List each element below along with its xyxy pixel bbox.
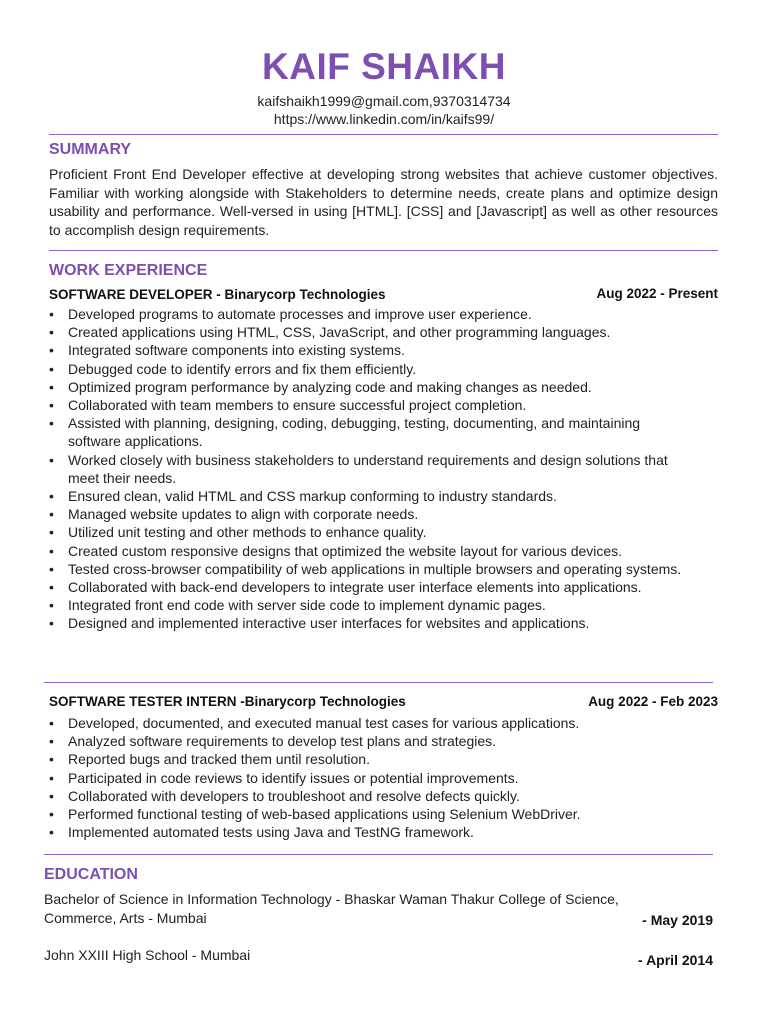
list-item: • Assisted with planning, designing, coding, debugging, testing, documenting, and maintaining software applications. <box>49 414 689 450</box>
candidate-name: KAIF SHAIKH <box>262 46 506 87</box>
list-item: • Developed programs to automate processes and improve user experience. <box>49 305 689 323</box>
list-item: • Participated in code reviews to identify issues or potential improvements. <box>49 769 689 787</box>
job-dates-tester: Aug 2022 - Feb 2023 <box>588 694 718 709</box>
list-item: • Analyzed software requirements to develop test plans and strategies. <box>49 732 689 750</box>
education-degree: Bachelor of Science in Information Technology - Bhaskar Waman Thakur College of Science, Commerce, Arts - Mumbai <box>44 891 619 926</box>
job-bullets-tester <box>49 714 689 841</box>
list-item: • Implemented automated tests using Java and TestNG framework. <box>49 823 689 841</box>
divider <box>49 134 718 135</box>
list-item: • Collaborated with developers to troubleshoot and resolve defects quickly. <box>49 787 689 805</box>
contact-email-phone: kaifshaikh1999@gmail.com,9370314734 <box>257 93 511 109</box>
work-experience-heading: WORK EXPERIENCE <box>49 262 208 279</box>
list-item: • Ensured clean, valid HTML and CSS markup conforming to industry standards. <box>49 487 689 505</box>
education-heading: EDUCATION <box>44 866 138 883</box>
list-item: • Debugged code to identify errors and fix them efficiently. <box>49 360 689 378</box>
education-school-date: - April 2014 <box>638 952 713 968</box>
linkedin-url: https://www.linkedin.com/in/kaifs99/ <box>273 111 495 127</box>
list-item: • Utilized unit testing and other methods to enhance quality. <box>49 523 689 541</box>
divider <box>44 854 713 855</box>
list-item: • Integrated front end code with server side code to implement dynamic pages. <box>49 596 689 614</box>
list-item: • Collaborated with team members to ensure successful project completion. <box>49 396 689 414</box>
summary-text: Proficient Front End Developer effective at developing strong websites that achieve customer objectives. Familiar with working alongside with Stakeholders to determine needs, create plans and optimize design usability and performance. Well-versed in using [HTML]. [CSS] and [Javascript] as well as other resources to accomplish design requirements. <box>49 166 718 238</box>
job-dates-developer: Aug 2022 - Present <box>596 286 718 301</box>
list-item: • Worked closely with business stakeholders to understand requirements and design solutions that meet their needs. <box>49 451 689 487</box>
list-item: • Designed and implemented interactive user interfaces for websites and applications. <box>49 614 689 632</box>
list-item: • Created custom responsive designs that optimized the website layout for various devices. <box>49 542 689 560</box>
education-degree-date: - May 2019 <box>642 912 713 928</box>
summary-heading: SUMMARY <box>49 141 132 158</box>
list-item: • Performed functional testing of web-based applications using Selenium WebDriver. <box>49 805 689 823</box>
divider <box>44 682 713 683</box>
list-item: • Created applications using HTML, CSS, JavaScript, and other programming languages. <box>49 323 689 341</box>
list-item: • Integrated software components into existing systems. <box>49 341 689 359</box>
list-item: • Reported bugs and tracked them until resolution. <box>49 750 689 768</box>
list-item: • Developed, documented, and executed manual test cases for various applications. <box>49 714 689 732</box>
list-item: • Tested cross-browser compatibility of web applications in multiple browsers and operating systems. <box>49 560 689 578</box>
list-item: • Managed website updates to align with corporate needs. <box>49 505 689 523</box>
divider <box>49 250 718 251</box>
list-item: • Optimized program performance by analyzing code and making changes as needed. <box>49 378 689 396</box>
education-school: John XXIII High School - Mumbai <box>44 947 251 963</box>
job-title-tester: SOFTWARE TESTER INTERN -Binarycorp Technologies <box>49 694 406 709</box>
list-item: • Collaborated with back-end developers to integrate user interface elements into applications. <box>49 578 689 596</box>
job-title-developer: SOFTWARE DEVELOPER - Binarycorp Technologies <box>49 287 386 302</box>
job-bullets-developer <box>49 305 689 633</box>
